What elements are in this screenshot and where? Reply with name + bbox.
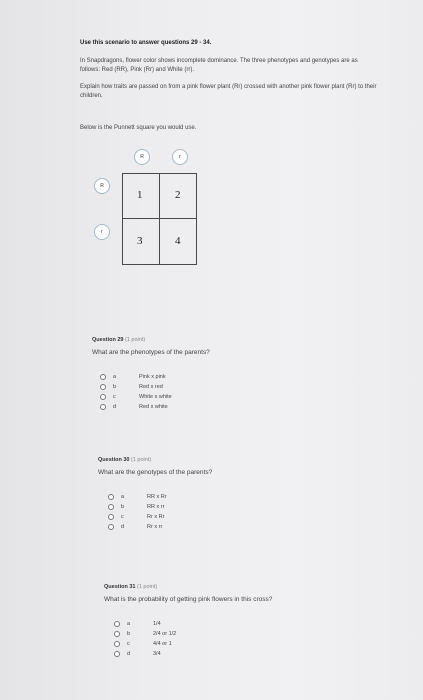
radio-button[interactable] — [100, 394, 106, 400]
option-c[interactable]: c Rr x Rr — [108, 512, 212, 522]
option-a[interactable]: a RR x Rr — [108, 492, 212, 502]
radio-button[interactable] — [114, 621, 120, 627]
option-d[interactable]: d 3/4 — [114, 649, 272, 659]
option-b[interactable]: b RR x rr — [108, 502, 212, 512]
scenario-heading: Use this scenario to answer questions 29 - 34. — [80, 40, 212, 46]
option-d[interactable]: d Red x white — [100, 402, 210, 412]
option-b[interactable]: b Red x red — [100, 382, 210, 392]
radio-button[interactable] — [108, 494, 114, 500]
question-title: Question 29 (1 point) — [92, 337, 146, 343]
option-d[interactable]: d Rr x rr — [108, 522, 212, 532]
option-c[interactable]: c 4/4 or 1 — [114, 639, 272, 649]
radio-button[interactable] — [108, 524, 114, 530]
radio-button[interactable] — [100, 404, 106, 410]
option-b[interactable]: b 2/4 or 1/2 — [114, 629, 272, 639]
punnett-intro: Below is the Punnett square you would use. — [80, 125, 197, 131]
option-a[interactable]: a 1/4 — [114, 619, 272, 629]
question-text: What is the probability of getting pink flowers in this cross? — [104, 596, 273, 603]
radio-button[interactable] — [108, 514, 114, 520]
punnett-square — [122, 173, 197, 265]
question-text: What are the phenotypes of the parents? — [92, 349, 210, 356]
option-a[interactable]: a Pink x pink — [100, 372, 210, 382]
radio-button[interactable] — [100, 384, 106, 390]
question-29 — [92, 337, 210, 412]
radio-button[interactable] — [114, 641, 120, 647]
punnett-cell-3: 3 — [137, 235, 143, 247]
side-allele-1: R — [94, 178, 110, 194]
punnett-cell-1: 1 — [137, 189, 143, 201]
scenario-text: In Snapdragons, flower color shows incomplete dominance. The three phenotypes and genotypes are as follows: Red (RR), Pink (Rr) and White (rr). — [80, 58, 358, 73]
radio-button[interactable] — [114, 631, 120, 637]
radio-button[interactable] — [100, 374, 106, 380]
punnett-cell-2: 2 — [175, 189, 181, 201]
question-30 — [98, 457, 212, 532]
radio-button[interactable] — [108, 504, 114, 510]
question-text: What are the genotypes of the parents? — [98, 469, 213, 476]
question-31 — [104, 584, 272, 659]
option-c[interactable]: c White x white — [100, 392, 210, 402]
punnett-cell-4: 4 — [175, 235, 181, 247]
top-allele-1: R — [134, 149, 150, 165]
radio-button[interactable] — [114, 651, 120, 657]
top-allele-2: r — [172, 149, 188, 165]
question-title: Question 31 (1 point) — [104, 584, 158, 590]
question-title: Question 30 (1 point) — [98, 457, 152, 463]
task-text: Explain how traits are passed on from a pink flower plant (Rr) crossed with another pink flower plant (Rr) to their children. — [80, 84, 377, 99]
side-allele-2: r — [94, 224, 110, 240]
